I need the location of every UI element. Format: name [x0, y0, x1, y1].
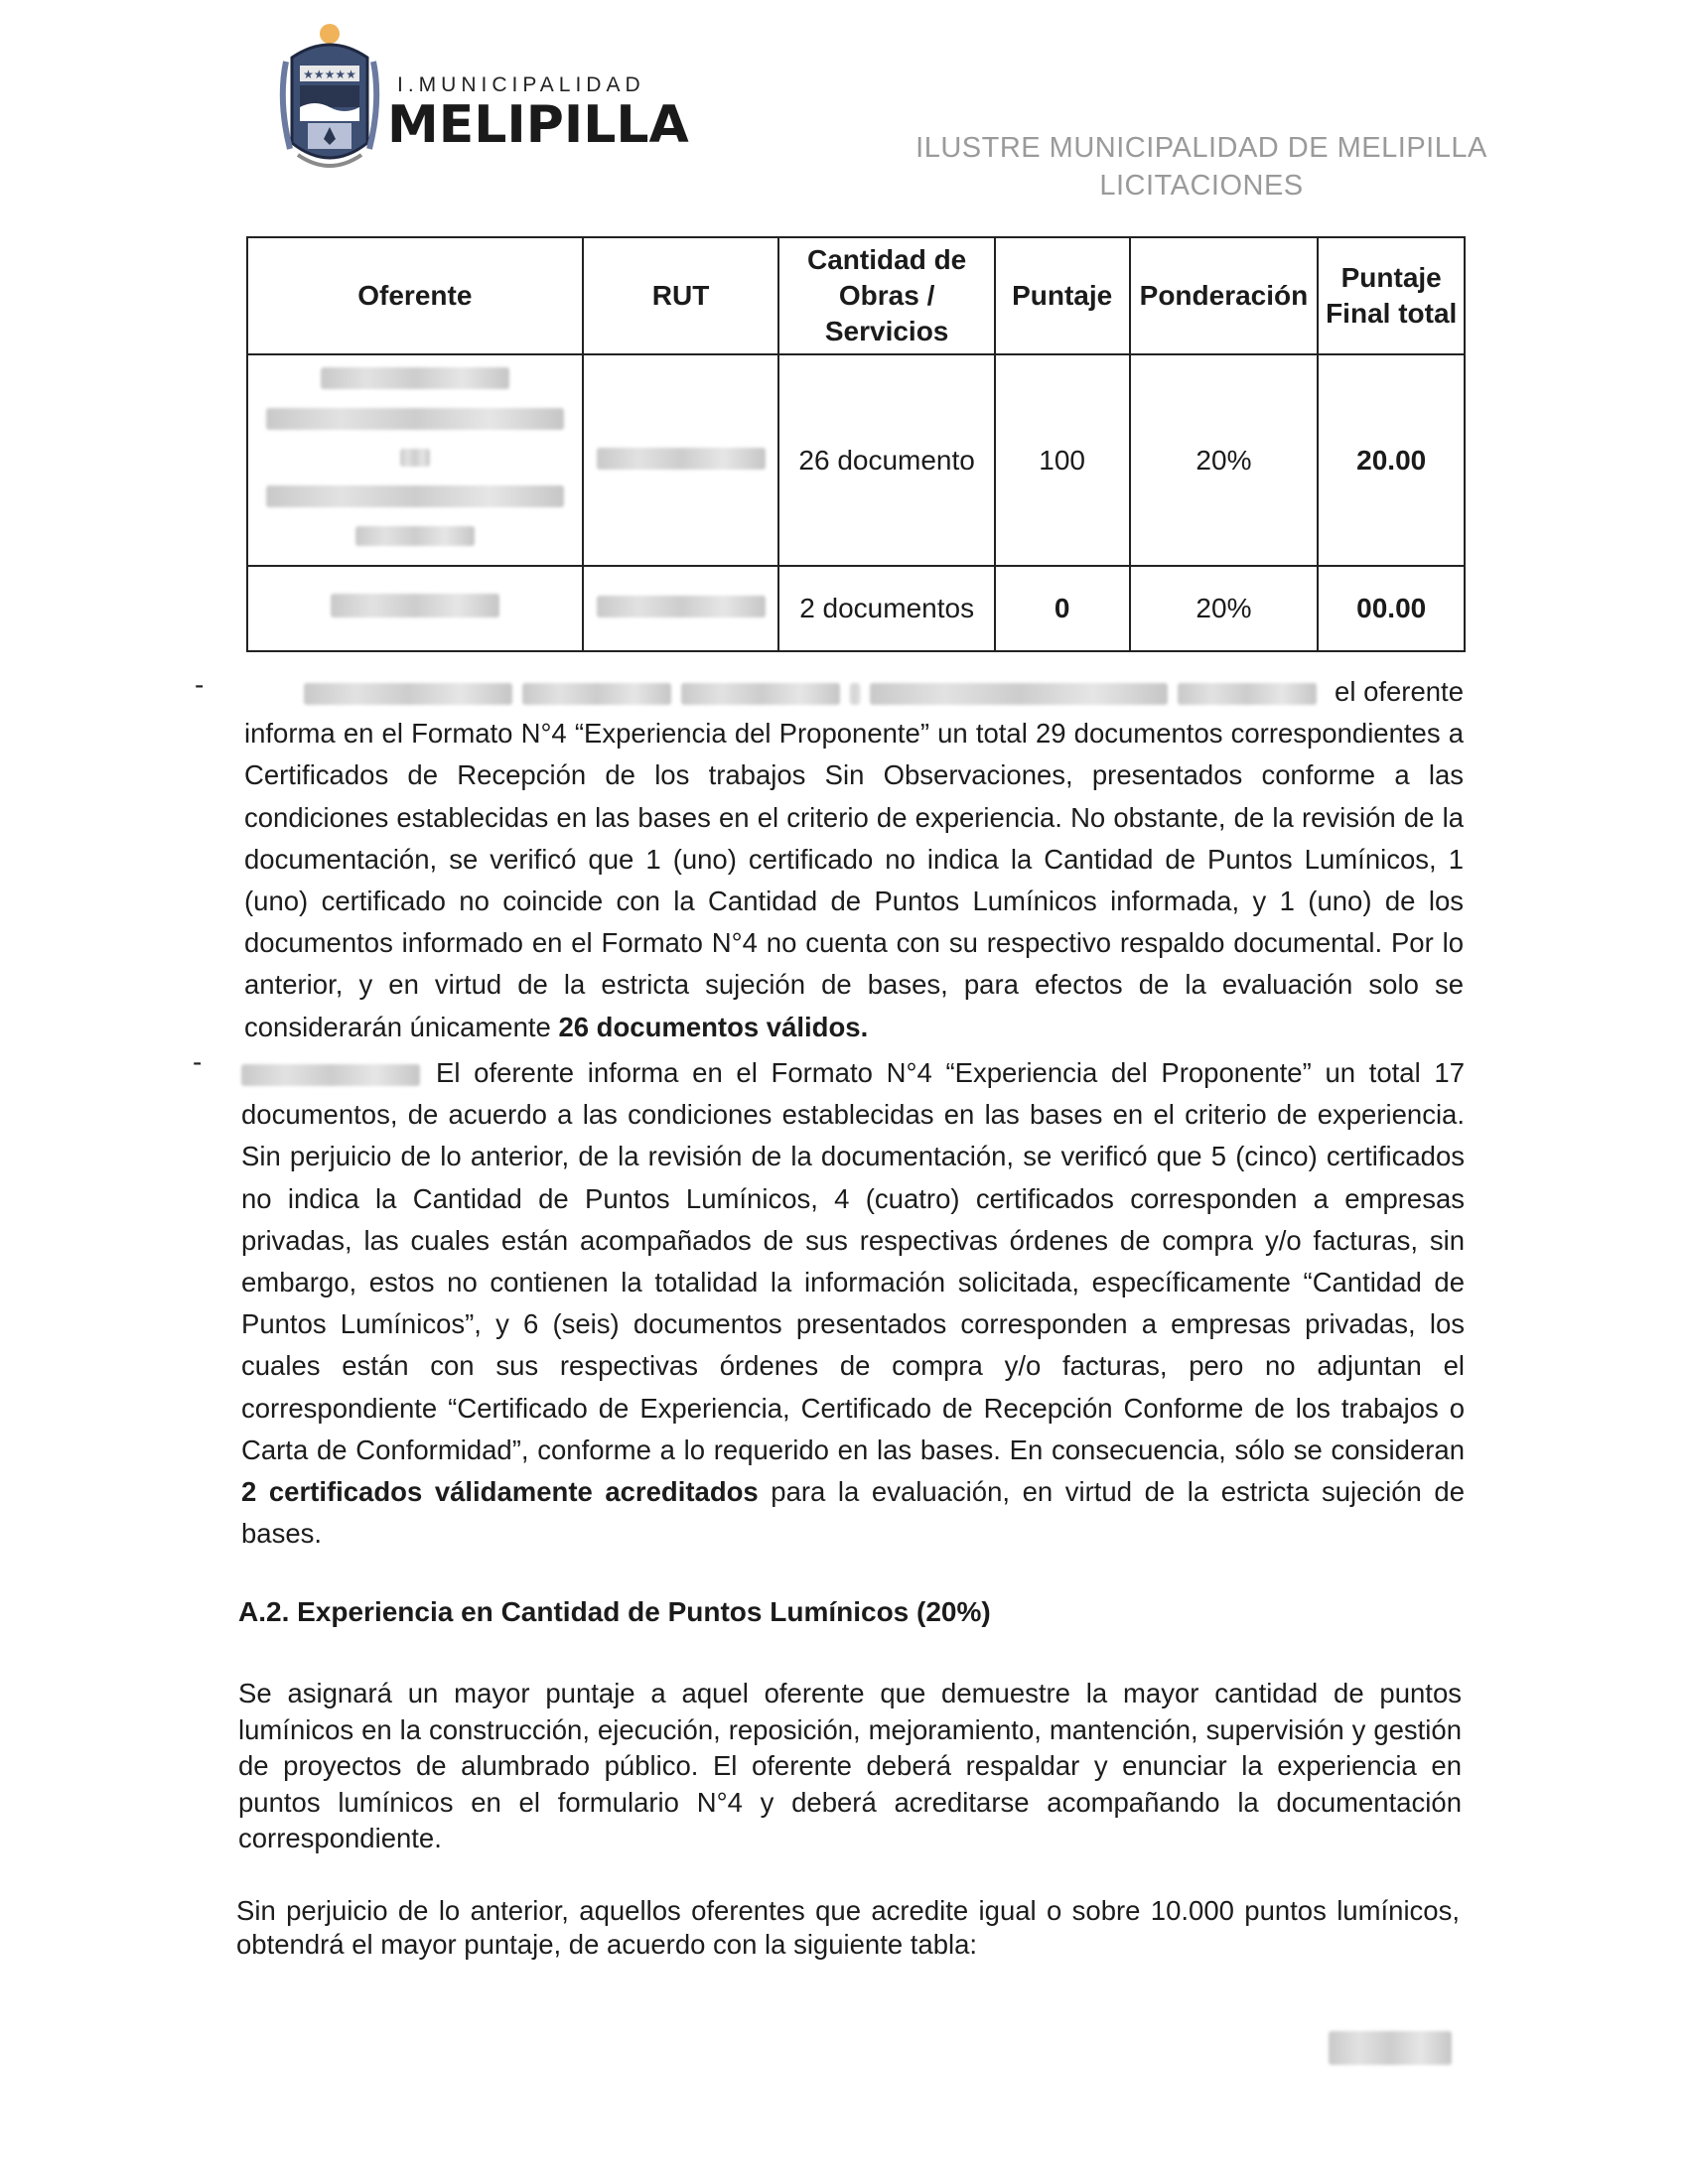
cell-ponderacion: 20%: [1130, 354, 1319, 566]
section-paragraph: Se asignará un mayor puntaje a aquel oferente que demuestre la mayor cantidad de puntos lumínicos en la construcción, ejecución, reposición, mejoramiento, mantención, supervisión y gestión de proyectos de alumbrado público. El oferente deberá respaldar y enunciar la experiencia en puntos lumínicos en el formulario N°4 y deberá acreditarse acompañando la documentación correspondiente.: [238, 1678, 1462, 1853]
logo-title: MELIPILLA: [387, 95, 689, 155]
paragraph-text: informa en el Formato N°4 “Experiencia del Proponente” un total 29 documentos correspondientes a Certificados de Recepción de los trabajos Sin Observaciones, presentados conforme a las condiciones establecidas en las bases en el criterio de experiencia. No obstante, de la revisión de la documentación, se verificó que 1 (uno) certificado no indica la Cantidad de Puntos Lumínicos, 1 (uno) certificado no coincide con la Cantidad de Puntos Lumínicos informada, y 1 (uno) de los documentos informado en el Formato N°4 no cuenta con su respectivo respaldo documental. Por lo anterior, y en virtud de la estricta sujeción de bases, para efectos de la evaluación solo se considerarán únicamente: [244, 718, 1464, 1042]
column-header: Oferente: [247, 237, 583, 354]
redacted-bidder-name: [241, 1064, 420, 1086]
redacted-bidder-name: [247, 354, 583, 566]
paragraph-text: El oferente informa en el Formato N°4 “Experiencia del Proponente” un total 17 documentos, de acuerdo a las condiciones establecidas en las bases en el criterio de experiencia. Sin perjuicio de lo anterior, de la revisión de la documentación, se verificó que 5 (cinco) certificados no indica la Cantidad de Puntos Lumínicos, 4 (cuatro) certificados corresponden a empresas privadas, las cuales están acompañados de sus respectivas órdenes de compra y/o facturas, sin embargo, estos no contienen la totalidad la información solicitada, específicamente “Cantidad de Puntos Lumínicos”, y 6 (seis) documentos presentados corresponden a empresas privadas, los cuales están con sus respectivas órdenes de compra y/o facturas, pero no adjuntan el correspondiente “Certificado de Experiencia, Certificado de Recepción Conforme de los trabajos o Carta de Conformidad”, conforme a lo requerido en las bases. En consecuencia, sólo se consideran: [241, 1057, 1465, 1465]
municipal-logo: [278, 22, 689, 181]
section-heading: A.2. Experiencia en Cantidad de Puntos Lumínicos (20%): [238, 1596, 991, 1627]
evaluation-table: [246, 236, 1466, 652]
bullet-dash: -: [195, 669, 205, 700]
logo-subtitle: I.MUNICIPALIDAD: [397, 73, 645, 96]
column-header: RUT: [583, 237, 779, 354]
cell-cantidad: 26 documento: [778, 354, 994, 566]
table-row: [247, 354, 1465, 566]
paragraph-lead-text: el oferente: [1335, 676, 1464, 707]
table-row: [247, 566, 1465, 651]
cell-puntaje-final: 20.00: [1318, 354, 1465, 566]
column-header: Puntaje: [995, 237, 1130, 354]
cell-puntaje-final: 00.00: [1318, 566, 1465, 651]
paragraph-tail: para la evaluación, en virtud de la estricta sujeción de bases.: [241, 1476, 1466, 1550]
bullet-dash: -: [193, 1046, 203, 1077]
redacted-rut: [583, 566, 779, 651]
column-header: Ponderación: [1130, 237, 1319, 354]
table-header-row: [247, 237, 1465, 354]
column-header: Cantidad de Obras / Servicios: [778, 237, 994, 354]
cell-ponderacion: 20%: [1130, 566, 1319, 651]
redacted-bidder-name: [247, 566, 583, 651]
valid-certificates-count: 2 certificados válidamente acreditados: [241, 1476, 759, 1508]
cell-puntaje: 100: [995, 354, 1130, 566]
department-name: LICITACIONES: [1099, 170, 1304, 202]
paragraph-first-line: [244, 671, 1464, 713]
redacted-rut: [583, 354, 779, 566]
paragraph-bidder-1: [244, 671, 1464, 1048]
paragraph-bidder-2: [241, 1052, 1465, 1555]
column-header: Puntaje Final total: [1318, 237, 1465, 354]
section-paragraph: Sin perjuicio de lo anterior, aquellos oferentes que acredite igual o sobre 10.000 puntos lumínicos, obtendrá el mayor puntaje, de acuerdo con la siguiente tabla:: [236, 1895, 1460, 1960]
cell-puntaje: 0: [995, 566, 1130, 651]
svg-text:★★★★★: ★★★★★: [303, 68, 356, 81]
organization-header: [874, 129, 1529, 205]
cell-cantidad: 2 documentos: [778, 566, 994, 651]
redacted-signature: [1329, 2031, 1452, 2065]
coat-of-arms-icon: [278, 22, 381, 177]
organization-name: ILUSTRE MUNICIPALIDAD DE MELIPILLA: [915, 132, 1487, 164]
valid-documents-count: 26 documentos válidos.: [558, 1011, 869, 1042]
